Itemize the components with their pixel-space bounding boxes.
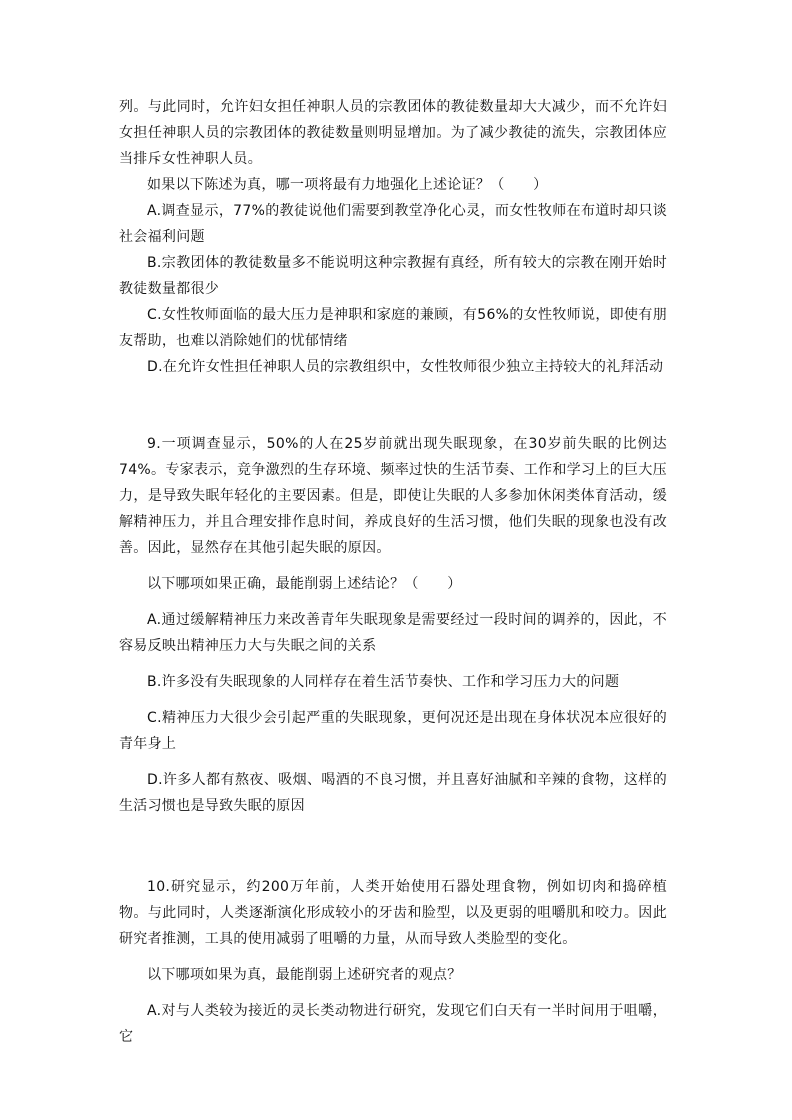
- question-8-option-c: C.女性牧师面临的最大压力是神职和家庭的兼顾，有56%的女性牧师说，即使有朋友帮助，也难以消除她们的忧郁情绪: [119, 307, 667, 349]
- question-9-block: [119, 431, 667, 819]
- question-10-option-a: A.对与人类较为接近的灵长类动物进行研究，发现它们白天有一半时间用于咀嚼，它: [119, 1003, 667, 1045]
- question-10-prompt: 以下哪项如果为真，最能削弱上述研究者的观点？: [147, 967, 462, 983]
- question-9-option-c: C.精神压力大很少会引起严重的失眠现象，更何况还是出现在身体状况本应很好的青年身上: [119, 710, 667, 752]
- question-8-option-d: D.在允许女性担任神职人员的宗教组织中，女性牧师很少独立主持较大的礼拜活动: [147, 359, 664, 375]
- question-9-prompt: 以下哪项如果正确，最能削弱上述结论？（ ）: [147, 576, 462, 592]
- question-10-block: [119, 874, 667, 1050]
- question-8-option-a: A.调查显示，77%的教徒说他们需要到教堂净化心灵，而女性牧师在布道时却只谈社会福利问题: [119, 203, 667, 245]
- question-8-block: [119, 94, 667, 380]
- question-9-stem: 9.一项调查显示，50%的人在25岁前就出现失眠现象，在30岁前失眠的比例达74%。专家表示，竞争激烈的生存环境、频率过快的生活节奏、工作和学习上的巨大压力，是导致失眠年轻化的主要因素。但是，即使让失眠的人多参加休闲类体育活动，缓解精神压力，并且合理安排作息时间，养成良好的生活习惯，他们失眠的现象也没有改善。因此，显然存在其他引起失眠的原因。: [119, 436, 667, 556]
- question-8-option-b: B.宗教团体的教徒数量多不能说明这种宗教握有真经，所有较大的宗教在刚开始时教徒数量都很少: [119, 255, 667, 297]
- question-10-stem: 10.研究显示，约200万年前，人类开始使用石器处理食物，例如切肉和捣碎植物。与此同时，人类逐渐演化形成较小的牙齿和脸型，以及更弱的咀嚼肌和咬力。因此研究者推测，工具的使用减弱了咀嚼的力量，从而导致人类脸型的变化。: [119, 879, 667, 947]
- question-9-option-d: D.许多人都有熬夜、吸烟、喝酒的不良习惯，并且喜好油腻和辛辣的食物，这样的生活习惯也是导致失眠的原因: [119, 772, 667, 814]
- question-8-stem-continuation: 列。与此同时，允许妇女担任神职人员的宗教团体的教徒数量却大大减少，而不允许妇女担任神职人员的宗教团体的教徒数量则明显增加。为了减少教徒的流失，宗教团体应当排斥女性神职人员。: [119, 99, 667, 167]
- question-9-option-a: A.通过缓解精神压力来改善青年失眠现象是需要经过一段时间的调养的，因此，不容易反映出精神压力大与失眠之间的关系: [119, 612, 667, 654]
- question-9-option-b: B.许多没有失眠现象的人同样存在着生活节奏快、工作和学习压力大的问题: [147, 674, 620, 690]
- question-8-prompt: 如果以下陈述为真，哪一项将最有力地强化上述论证？（ ）: [147, 177, 548, 193]
